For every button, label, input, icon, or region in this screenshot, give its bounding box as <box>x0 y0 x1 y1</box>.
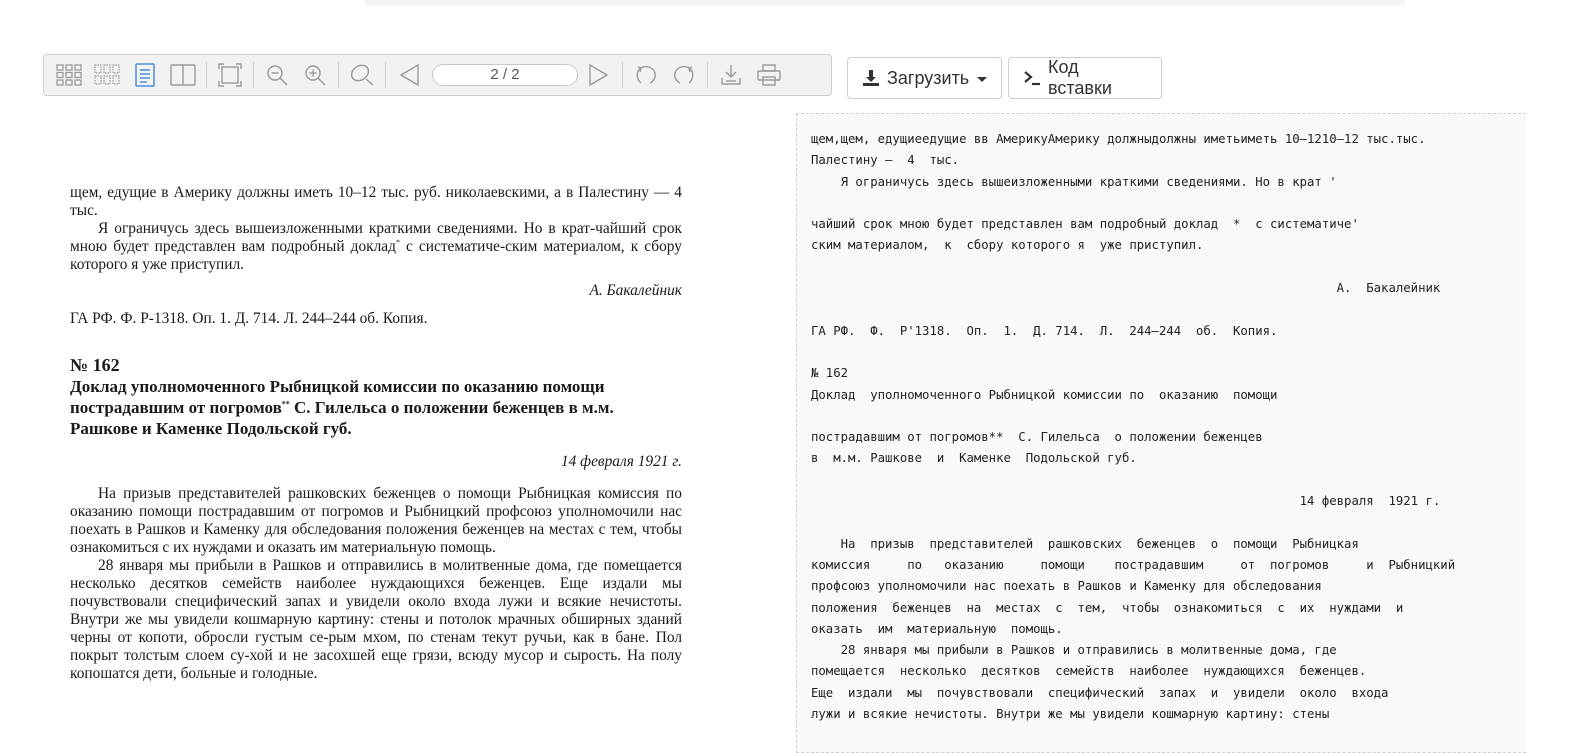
download-icon[interactable] <box>716 60 746 90</box>
ocr-line: оказать им материальную помощь. <box>811 621 1063 636</box>
thumbnails-icon[interactable] <box>54 60 84 90</box>
footnote-marker: * <box>395 237 400 247</box>
print-icon[interactable] <box>754 60 784 90</box>
document-date: 14 февраля 1921 г. <box>560 453 682 470</box>
scan-text: с систематиче-ским материалом, к сбору которого я уже приступил. <box>70 238 682 273</box>
ocr-line: Еще издали мы почувствовали специфический запах и увидели около входа <box>811 685 1389 700</box>
fit-page-icon[interactable] <box>215 60 245 90</box>
ocr-line: На призыв представителей рашковских беженцев о помощи Рыбницкая <box>811 536 1359 551</box>
ocr-line: 28 января мы прибыли в Рашков и отправились в молитвенные дома, где <box>811 643 1337 658</box>
toolbar-separator <box>707 62 708 88</box>
ocr-line: лужи и всякие нечистоты. Внутри же мы увидели кошмарную картину: стены <box>811 707 1330 722</box>
top-panel-edge <box>365 0 1405 6</box>
thumbnails-dotted-icon[interactable] <box>92 60 122 90</box>
toolbar-separator <box>206 62 207 88</box>
ocr-line: ским материалом, к сбору которого я уже приступил. <box>811 238 1204 253</box>
scan-paragraph: На призыв представителей рашковских беженцев о помощи Рыбницкая комиссия по оказанию помощи пострадавшим от погромов и Рыбницкий профсоюз уполномочили нас поехать в Рашков и Каменку для обследования положения беженцев на местах с тем, чтобы ознакомиться с их нуждами и оказать им материальную помощь. <box>70 485 682 556</box>
download-button[interactable] <box>847 57 1002 99</box>
ocr-line <box>811 406 1506 427</box>
chevron-down-icon <box>977 77 987 82</box>
ocr-line: профсоюз уполномочили нас поехать в Рашков и Каменку для обследования <box>811 579 1322 594</box>
search-icon[interactable] <box>347 60 377 90</box>
scan-paragraph: 28 января мы прибыли в Рашков и отправились в молитвенные дома, где помещается несколько десятков семейств наиболее нуждающихся беженцев. Еще издали мы почувствовали специфический запах и увидели около входа лужи и всякие нечистоты. Внутри же мы увидели кошмарную картину: стены и потолок мрачных обширных зданий черны от копоти, обросли густым се-рым мхом, по стенам текут ручьи, как в бане. Пол покрыт толстым слоем су-хой и не засохшей еще грязи, всюду мусор и сырость. На полу копошатся дети, больные и голодные. <box>70 557 682 682</box>
scan-paragraph <box>70 220 682 274</box>
document-heading <box>70 376 682 439</box>
viewer-toolbar <box>43 54 832 96</box>
ocr-line: № 162 <box>811 366 849 381</box>
ocr-line: чайший срок мною будет представлен вам подробный доклад * с систематиче' <box>811 217 1359 232</box>
zoom-in-icon[interactable] <box>300 60 330 90</box>
ocr-line: положения беженцев на местах с тем, чтобы ознакомиться с их нуждами и <box>811 600 1404 615</box>
download-label: Загрузить <box>887 67 970 88</box>
ocr-line: 14 февраля 1921 г. <box>811 494 1441 509</box>
signature: А. Бакалейник <box>589 282 682 299</box>
scan-paragraph: щем, едущие в Америку должны иметь 10–12 тыс. руб. николаевскими, а в Палестину — 4 тыс. <box>70 184 682 219</box>
embed-code-label: Код вставки <box>1048 57 1112 98</box>
document-page-scan <box>70 184 682 683</box>
footnote-marker: ** <box>281 399 290 409</box>
toolbar-separator <box>622 62 623 88</box>
download-arrow-icon <box>862 69 880 87</box>
zoom-out-icon[interactable] <box>262 60 292 90</box>
embed-code-button[interactable] <box>1008 57 1162 99</box>
page-indicator[interactable]: 2 / 2 <box>432 64 578 86</box>
archive-reference: ГА РФ. Ф. Р-1318. Оп. 1. Д. 714. Л. 244–244 об. Копия. <box>70 310 428 327</box>
ocr-line <box>811 342 1506 363</box>
document-number: № 162 <box>70 355 120 375</box>
ocr-line: Доклад уполномоченного Рыбницкой комиссии по оказанию помощи <box>811 387 1278 402</box>
heading-text: Доклад уполномоченного Рыбницкой комиссии по оказанию помощи пострадавшим от погромов <box>70 377 605 417</box>
scan-text: Я ограничусь здесь вышеизложенными краткими сведениями. Но в крат-чайший срок мною будет представлен вам подробный доклад <box>70 220 682 255</box>
terminal-icon <box>1023 69 1041 87</box>
ocr-line: А. Бакалейник <box>811 281 1441 296</box>
ocr-line: Я ограничусь здесь вышеизложенными краткими сведениями. Но в крат ' <box>811 174 1337 189</box>
ocr-line: пострадавшим от погромов** С. Гилельса о положении беженцев <box>811 430 1263 445</box>
ocr-line <box>811 512 1506 533</box>
single-page-icon[interactable] <box>130 60 160 90</box>
next-page-icon[interactable] <box>584 60 614 90</box>
prev-page-icon[interactable] <box>394 60 424 90</box>
toolbar-separator <box>385 62 386 88</box>
ocr-line <box>811 257 1506 278</box>
ocr-line: Палестину — 4 тыс. <box>811 153 960 168</box>
rotate-left-icon[interactable] <box>631 60 661 90</box>
ocr-line: щем,щем, едущиеедущие вв АмерикуАмерику должныдолжны иметьиметь 10–1210–12 тыс.тыс. <box>811 132 1426 146</box>
ocr-text-panel[interactable] <box>796 113 1526 753</box>
ocr-line: в м.м. Рашкове и Каменке Подольской губ. <box>811 451 1137 466</box>
ocr-line: комиссия по оказанию помощи пострадавшим от погромов и Рыбницкий <box>811 557 1456 572</box>
book-view-icon[interactable] <box>168 60 198 90</box>
ocr-line: помещается несколько десятков семейств наиболее нуждающихся беженцев. <box>811 664 1367 679</box>
ocr-line <box>811 470 1506 491</box>
rotate-right-icon[interactable] <box>669 60 699 90</box>
ocr-line: ГА РФ. Ф. Р'1318. Оп. 1. Д. 714. Л. 244–244 об. Копия. <box>811 323 1278 338</box>
ocr-line <box>811 299 1506 320</box>
toolbar-separator <box>253 62 254 88</box>
ocr-line <box>811 193 1506 214</box>
toolbar-separator <box>338 62 339 88</box>
heading-text: С. Гилельса о положении беженцев в м.м. Рашкове и Каменке Подольской губ. <box>70 398 614 438</box>
